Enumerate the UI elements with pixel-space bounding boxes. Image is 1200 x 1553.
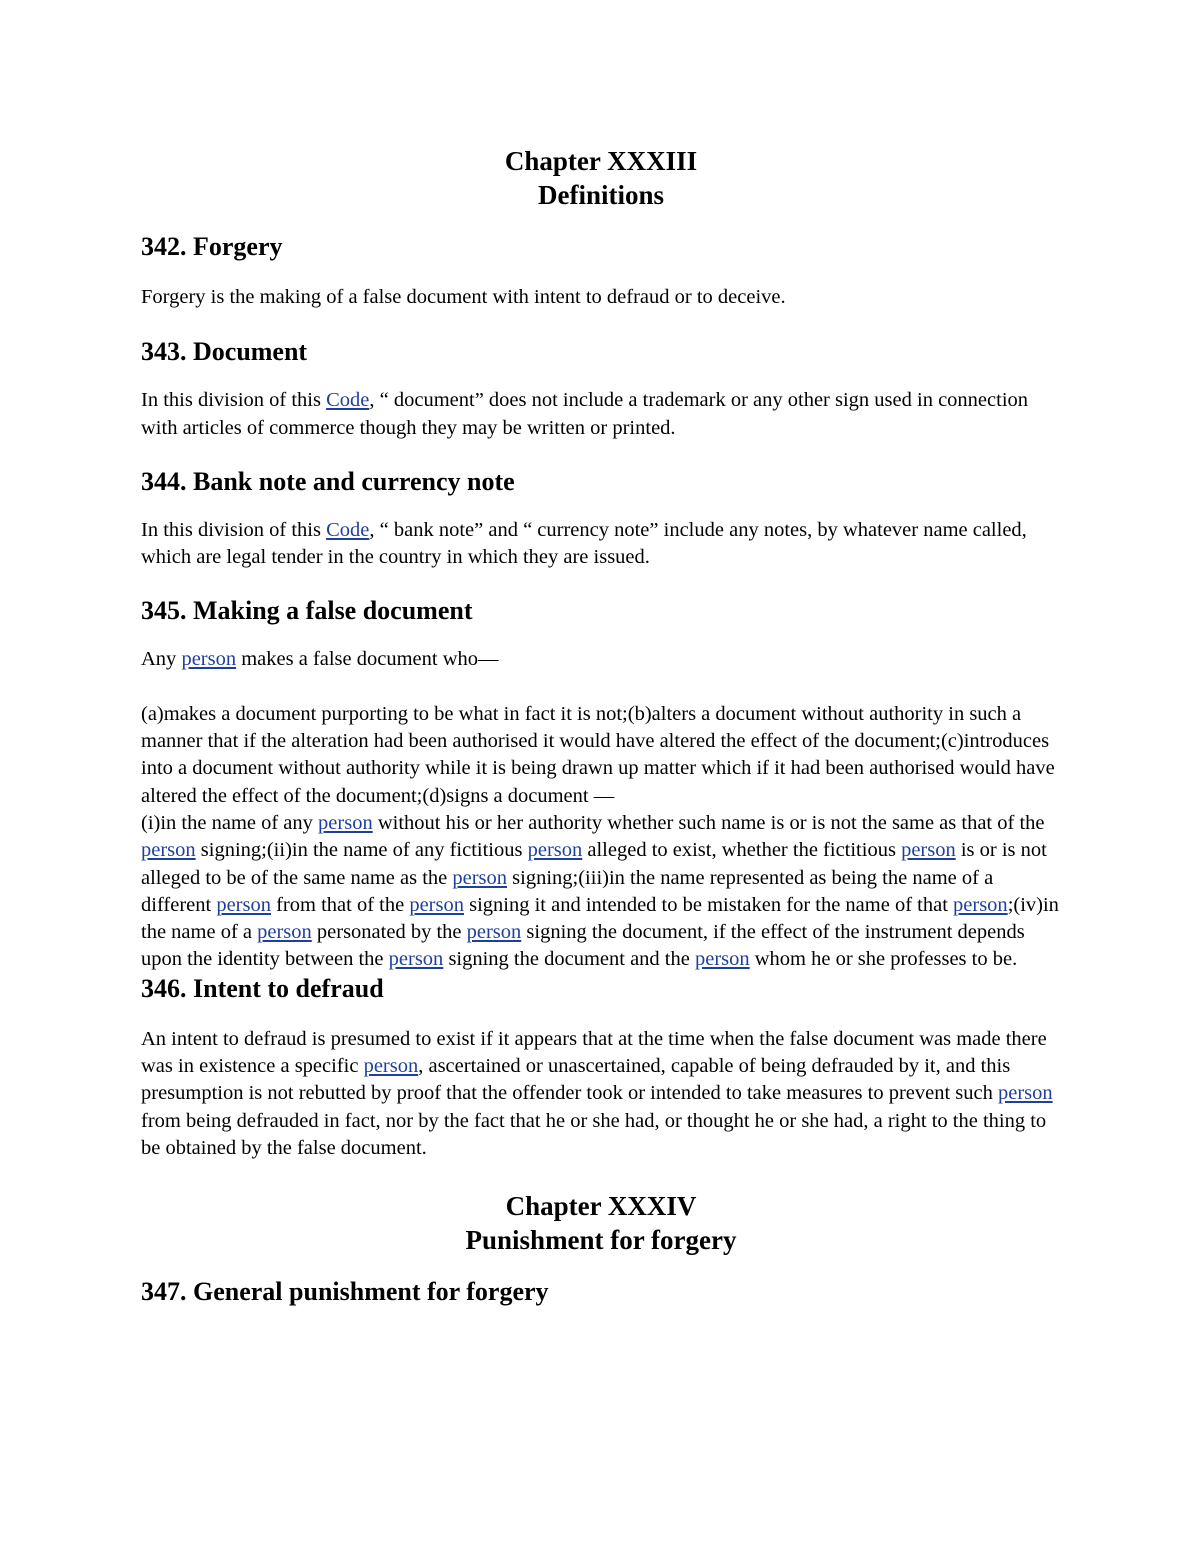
person-link[interactable]: person — [409, 893, 464, 916]
person-link[interactable]: person — [527, 839, 583, 862]
person-link[interactable]: person — [181, 648, 237, 671]
chapter-title: Definitions — [537, 180, 664, 210]
chapter-heading — [141, 1189, 1061, 1257]
section-345-text: (a)makes a document purporting to be what in fact it is not;(b)alters a document without authority in such a manner that if the alteration had been authorised it would have altered the effect of the document;(c)introduces into a document without authority while it is being drawn up matter which if it had been authorised would have altered the effect of the document;(d)signs a document — (i)in the name of any person without his or her authority whether such name is or is not the same as that of the person signing;(ii)in the name of any fictitious person alleged to exist, whether the fictitious person is or is not alleged to be of the same name as the person signing;(iii)in the name represented as being the name of a different person from that of the person signing it and intended to be mistaken for the name of that person;(iv)in the name of a person personated by the person signing the document, if the effect of the instrument depends upon the identity between the person signing the document and the person whom he or she professes to be. — [141, 702, 1059, 971]
person-link[interactable]: person — [257, 921, 312, 944]
chapter-number: Chapter XXXIV — [505, 1191, 697, 1222]
section-345-heading: 345. Making a false document — [141, 596, 473, 626]
person-link[interactable]: person — [388, 948, 444, 971]
section-345-intro: Any person makes a false document who— — [141, 648, 499, 671]
document-page — [141, 130, 1061, 1307]
person-link[interactable]: person — [901, 839, 956, 862]
code-link[interactable]: Code — [326, 389, 370, 412]
person-link[interactable]: person — [452, 866, 508, 889]
section-344-text: In this division of this Code, “ bank note” and “ currency note” include any notes, by whatever name called, which are legal tender in the country in which they are issued. — [141, 518, 1027, 569]
section-343-heading: 343. Document — [141, 337, 308, 367]
person-link[interactable]: person — [363, 1055, 419, 1078]
person-link[interactable]: person — [216, 893, 271, 916]
section-344-heading: 344. Bank note and currency note — [141, 466, 515, 496]
chapter-number: Chapter XXXIII — [504, 146, 698, 176]
person-link[interactable]: person — [466, 921, 522, 944]
person-link[interactable]: person — [141, 839, 196, 862]
code-link[interactable]: Code — [326, 518, 370, 541]
chapter-heading — [141, 144, 1061, 212]
person-link[interactable]: person — [998, 1082, 1053, 1105]
chapter-title: Punishment for forgery — [465, 1225, 737, 1256]
person-link[interactable]: person — [318, 811, 373, 834]
person-link[interactable]: person — [953, 893, 1008, 916]
section-343-text: In this division of this Code, “ document” does not include a trademark or any other sign used in connection with articles of commerce though they may be written or printed. — [141, 389, 1029, 439]
section-342-text: Forgery is the making of a false document with intent to defraud or to deceive. — [141, 286, 786, 308]
section-342-heading: 342. Forgery — [141, 232, 283, 261]
section-346-heading: 346. Intent to defraud — [141, 973, 384, 1003]
person-link[interactable]: person — [694, 948, 750, 971]
section-346-text: An intent to defraud is presumed to exist if it appears that at the time when the false document was made there was in existence a specific person, ascertained or unascertained, capable of being defrauded by it, and this presumption is not rebutted by proof that the offender took or intended to take measures to prevent such person from being defrauded in fact, nor by the fact that he or she had, or thought he or she had, a right to the thing to be obtained by the false document. — [141, 1027, 1053, 1159]
section-347-heading: 347. General punishment for forgery — [141, 1277, 549, 1307]
